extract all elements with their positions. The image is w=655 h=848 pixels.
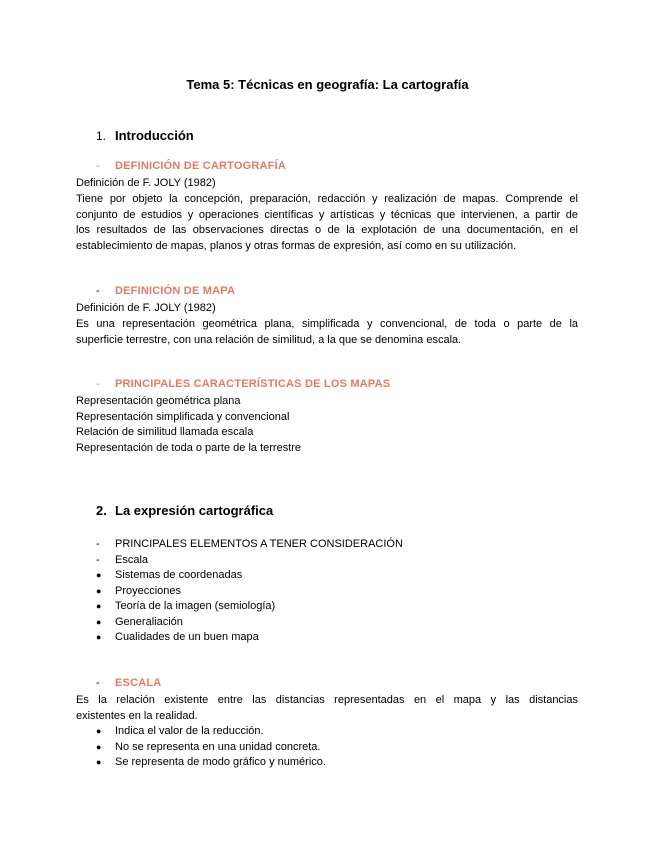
paragraph-line: existentes en la realidad. [76, 709, 198, 722]
caracteristica-item: Relación de similitud llamada escala [76, 426, 254, 438]
caracteristica-item: Representación simplificada y convencional [76, 411, 290, 423]
def-mapa-source: Definición de F. JOLY (1982) [76, 302, 216, 314]
section-1-number: 1. [96, 129, 107, 143]
elemento-item: Sistemas de coordenadas [115, 569, 243, 581]
elemento-item: Teoría de la imagen (semiología) [115, 600, 276, 612]
def-mapa-dash: - [96, 285, 100, 297]
paragraph-line: establecimiento de mapas, planos y otras formas de expresión, así como en su utilización. [76, 239, 517, 252]
elemento-item: Cualidades de un buen mapa [115, 631, 259, 643]
paragraph-line: superficie terrestre, con una relación de similitud, a la que se denomina escala. [76, 333, 462, 346]
document-title: Tema 5: Técnicas en geografía: La cartografía [186, 77, 469, 92]
elementos-heading: PRINCIPALES ELEMENTOS A TENER CONSIDERACIÓN [115, 538, 403, 550]
escala-heading: ESCALA [115, 677, 162, 689]
elemento-item: Proyecciones [115, 585, 182, 597]
caracteristicas-heading: PRINCIPALES CARACTERÍSTICAS DE LOS MAPAS [115, 378, 391, 390]
paragraph-line: conjunto de estudios y operaciones científicas y artísticas y técnicas que intervienen, a partir de [76, 208, 578, 221]
bullet-icon: ● [96, 632, 102, 642]
caracteristica-item: Representación geométrica plana [76, 395, 241, 407]
bullet-icon: ● [96, 570, 102, 580]
section-2-number: 2. [96, 503, 107, 518]
caracteristica-item: Representación de toda o parte de la terrestre [76, 442, 302, 454]
escala-item: Indica el valor de la reducción. [115, 725, 264, 737]
elemento-item: Escala [115, 554, 149, 566]
bullet-icon: ● [96, 742, 102, 752]
bullet-icon: ● [96, 726, 102, 736]
escala-paragraph [76, 693, 578, 724]
paragraph-line: Tiene por objeto la concepción, preparación, redacción y realización de mapas. Comprende el [76, 193, 578, 205]
elementos-first-dash: - [96, 554, 100, 566]
def-cartografia-heading: DEFINICIÓN DE CARTOGRAFÍA [115, 160, 287, 172]
escala-item: No se representa en una unidad concreta. [115, 741, 321, 753]
def-mapa-paragraph [76, 317, 578, 348]
bullet-icon: ● [96, 617, 102, 627]
caracteristicas-dash: - [96, 378, 100, 390]
bullet-icon: ● [96, 757, 102, 767]
def-cartografia-source: Definición de F. JOLY (1982) [76, 177, 216, 189]
paragraph-line: los resultados de las observaciones directas o de la explotación de una documentación, en el [76, 224, 578, 236]
def-cartografia-dash: - [96, 160, 100, 172]
def-mapa-heading: DEFINICIÓN DE MAPA [115, 285, 236, 297]
elementos-dash: - [96, 538, 100, 550]
bullet-icon: ● [96, 601, 102, 611]
escala-item: Se representa de modo gráfico y numérico. [115, 756, 326, 768]
elemento-item: Generaliación [115, 616, 183, 628]
paragraph-line: Es una representación geométrica plana, simplificada y convencional, de toda o parte de la [76, 318, 578, 330]
def-cartografia-paragraph [76, 192, 578, 254]
paragraph-line: Es la relación existente entre las distancias representadas en el mapa y las distancias [76, 694, 578, 706]
escala-dash: - [96, 677, 100, 689]
bullet-icon: ● [96, 586, 102, 596]
section-1-heading: Introducción [115, 128, 194, 143]
section-2-heading: La expresión cartográfica [115, 503, 274, 518]
